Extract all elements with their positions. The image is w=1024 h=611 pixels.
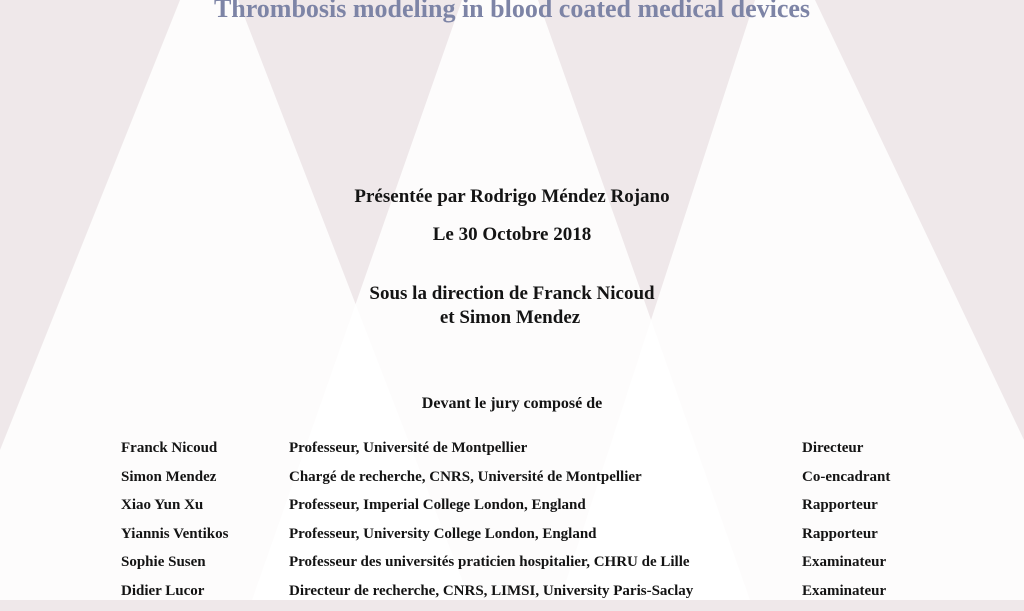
supervision-line-2: et Simon Mendez	[0, 307, 1022, 329]
jury-member-name: Didier Lucor	[121, 583, 204, 600]
jury-member-role: Examinateur	[802, 583, 886, 600]
defense-date: Le 30 Octobre 2018	[0, 224, 1024, 246]
jury-member-name: Franck Nicoud	[121, 440, 217, 457]
jury-member-name: Xiao Yun Xu	[121, 497, 203, 514]
jury-member-role: Rapporteur	[802, 526, 878, 543]
jury-row	[0, 440, 1024, 469]
jury-member-position: Professeur des universités praticien hospitalier, CHRU de Lille	[289, 554, 690, 571]
presenter-line: Présentée par Rodrigo Méndez Rojano	[0, 186, 1024, 208]
jury-row	[0, 583, 1024, 611]
jury-member-position: Chargé de recherche, CNRS, Université de Montpellier	[289, 469, 642, 486]
supervision-line-1: Sous la direction de Franck Nicoud	[0, 283, 1024, 305]
jury-member-role: Rapporteur	[802, 497, 878, 514]
jury-member-role: Examinateur	[802, 554, 886, 571]
jury-member-position: Professeur, University College London, England	[289, 526, 597, 543]
jury-member-name: Yiannis Ventikos	[121, 526, 228, 543]
jury-row	[0, 497, 1024, 526]
jury-member-name: Sophie Susen	[121, 554, 206, 571]
jury-member-role: Directeur	[802, 440, 863, 457]
jury-table	[0, 440, 1024, 611]
jury-row	[0, 526, 1024, 555]
jury-row	[0, 554, 1024, 583]
jury-member-position: Professeur, Imperial College London, England	[289, 497, 586, 514]
jury-row	[0, 469, 1024, 498]
jury-heading: Devant le jury composé de	[0, 395, 1024, 413]
jury-member-position: Professeur, Université de Montpellier	[289, 440, 527, 457]
thesis-title: Thrombosis modeling in blood coated medical devices	[0, 0, 1024, 24]
jury-member-role: Co-encadrant	[802, 469, 890, 486]
jury-member-name: Simon Mendez	[121, 469, 216, 486]
jury-member-position: Directeur de recherche, CNRS, LIMSI, University Paris-Saclay	[289, 583, 693, 600]
